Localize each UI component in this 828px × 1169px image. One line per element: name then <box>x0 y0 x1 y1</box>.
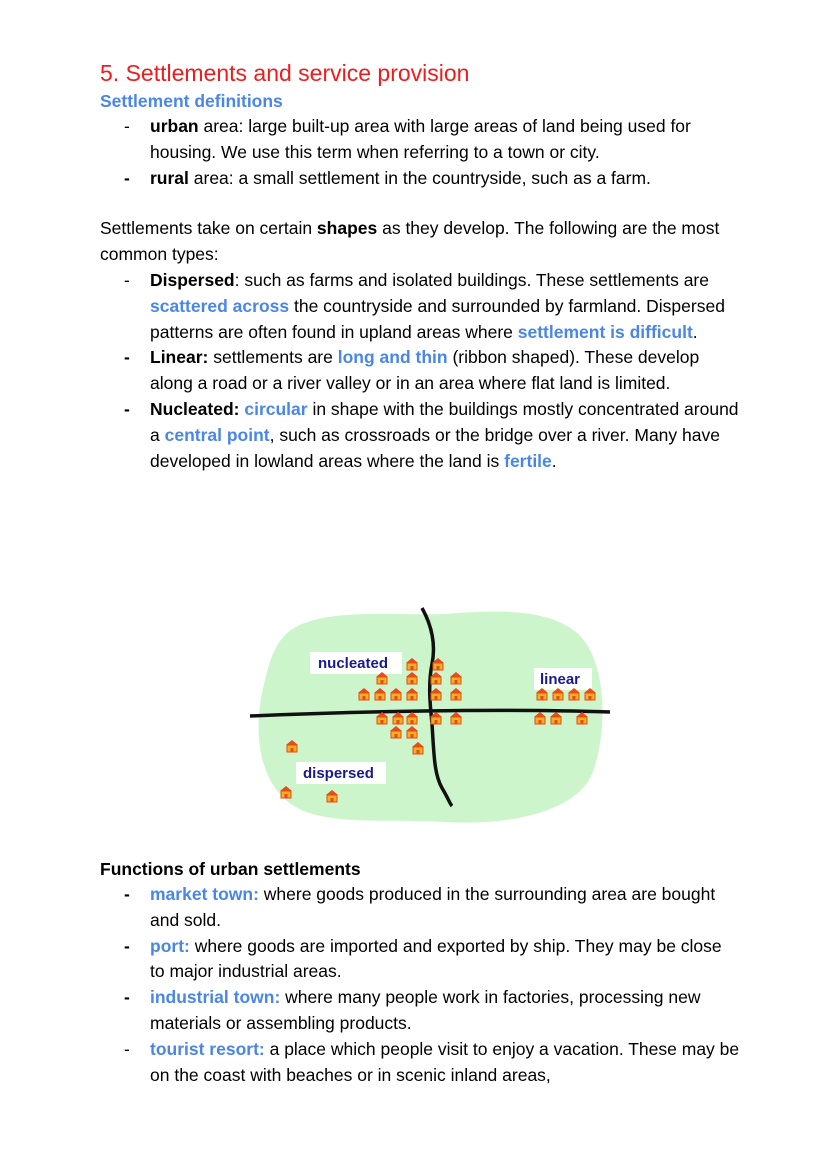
term-urban: urban <box>150 116 199 136</box>
list-item: - urban area: large built-up area with large areas of land being used for housing. We use this term when referring to a town or city. <box>124 116 691 162</box>
functions-heading: Functions of urban settlements <box>100 859 361 879</box>
term-rural: rural <box>150 167 189 188</box>
settlement-patterns-diagram <box>246 604 612 828</box>
list-item: - market town: where goods produced in the surrounding area are bought and sold. <box>124 884 716 930</box>
document-page <box>100 58 740 474</box>
label-nucleated: nucleated <box>318 655 389 672</box>
label-linear: linear <box>540 671 581 688</box>
list-item-linear: - Linear: settlements are long and thin (ribbon shaped). These develop along a road or a river valley or in an area where flat land is limited. <box>124 347 700 394</box>
list-item: - industrial town: where many people work in factories, processing new materials or assembling products. <box>124 987 701 1033</box>
label-dispersed: dispersed <box>303 765 374 782</box>
shapes-list <box>100 268 740 474</box>
definitions-list <box>100 114 740 191</box>
functions-section <box>100 856 740 1088</box>
list-item-nucleated: - Nucleated: circular in shape with the buildings mostly concentrated around a central point, such as crossroads or the bridge over a river. Many have developed in lowland areas where the land is fertile. <box>124 398 739 471</box>
shapes-intro: Settlements take on certain shapes as they develop. The following are the most common types: <box>100 218 720 265</box>
settlement-diagram-svg <box>246 604 612 828</box>
list-item-dispersed: - Dispersed: such as farms and isolated buildings. These settlements are scattered across the countryside and surrounded by farmland. Dispersed patterns are often found in upland areas where settlement is difficult. <box>124 269 725 342</box>
page-title: 5. Settlements and service provision <box>100 60 470 86</box>
functions-list <box>100 882 740 1088</box>
list-item: - tourist resort: a place which people visit to enjoy a vacation. These may be on the coast with beaches or in scenic inland areas, <box>124 1038 740 1085</box>
list-item: - rural area: a small settlement in the countryside, such as a farm. <box>124 167 651 188</box>
definitions-heading: Settlement definitions <box>100 91 283 111</box>
list-item: - port: where goods are imported and exported by ship. They may be close to major industrial areas. <box>124 935 722 982</box>
